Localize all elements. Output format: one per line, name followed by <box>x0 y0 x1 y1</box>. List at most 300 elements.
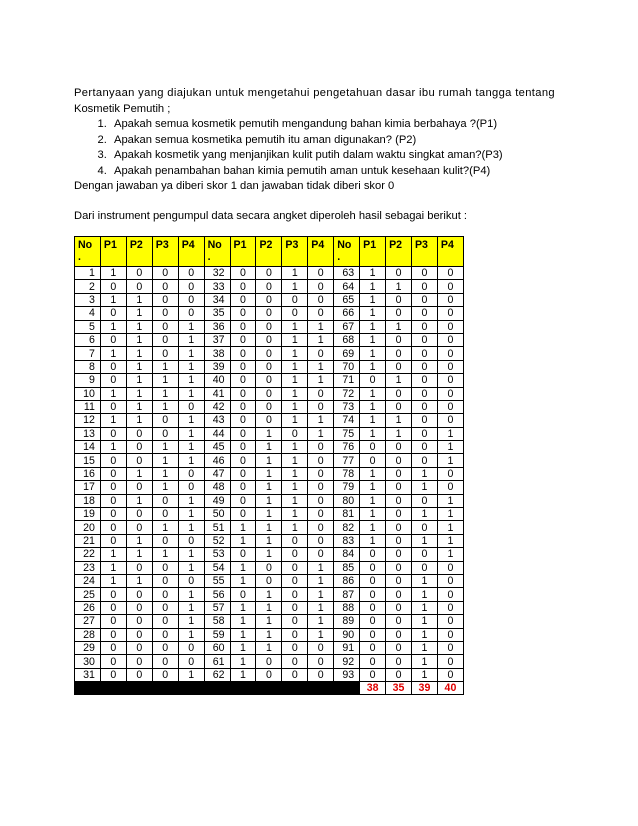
table-cell: 0 <box>308 441 334 454</box>
table-cell: 73 <box>334 400 360 413</box>
table-cell: 1 <box>360 333 386 346</box>
table-cell: 0 <box>126 521 152 534</box>
table-cell: 0 <box>411 400 437 413</box>
table-cell: 0 <box>152 588 178 601</box>
table-cell: 0 <box>256 668 282 681</box>
table-cell: 1 <box>386 280 412 293</box>
table-cell: 0 <box>411 548 437 561</box>
table-cell: 0 <box>178 655 204 668</box>
table-cell: 1 <box>126 374 152 387</box>
table-cell: 1 <box>178 588 204 601</box>
table-cell: 1 <box>437 441 463 454</box>
table-cell: 0 <box>360 641 386 654</box>
table-cell: 0 <box>230 293 256 306</box>
table-cell: 1 <box>360 521 386 534</box>
table-cell: 0 <box>256 374 282 387</box>
table-row <box>75 548 464 561</box>
table-cell: 10 <box>75 387 101 400</box>
table-cell: 0 <box>360 454 386 467</box>
table-header-cell: P4 <box>178 237 204 267</box>
table-cell: 0 <box>308 508 334 521</box>
table-cell: 1 <box>360 267 386 280</box>
table-cell: 0 <box>437 280 463 293</box>
table-cell: 0 <box>256 307 282 320</box>
table-cell: 0 <box>100 615 126 628</box>
table-cell: 1 <box>411 508 437 521</box>
table-row <box>75 508 464 521</box>
table-cell: 1 <box>126 307 152 320</box>
table-cell: 0 <box>437 601 463 614</box>
table-row <box>75 494 464 507</box>
table-cell: 0 <box>411 360 437 373</box>
table-cell: 90 <box>334 628 360 641</box>
table-row <box>75 641 464 654</box>
table-cell: 58 <box>204 615 230 628</box>
table-cell: 61 <box>204 655 230 668</box>
table-cell: 30 <box>75 655 101 668</box>
table-cell: 0 <box>256 293 282 306</box>
table-cell: 0 <box>126 427 152 440</box>
table-row <box>75 280 464 293</box>
table-cell: 74 <box>334 414 360 427</box>
table-cell: 49 <box>204 494 230 507</box>
table-cell: 1 <box>256 454 282 467</box>
intro-paragraph <box>74 86 564 117</box>
table-row <box>75 387 464 400</box>
table-cell: 1 <box>360 293 386 306</box>
table-cell: 1 <box>308 374 334 387</box>
table-row <box>75 628 464 641</box>
table-cell: 62 <box>204 668 230 681</box>
table-cell: 1 <box>100 441 126 454</box>
table-cell: 0 <box>152 534 178 547</box>
table-cell: 9 <box>75 374 101 387</box>
table-cell: 0 <box>100 307 126 320</box>
table-cell: 0 <box>230 320 256 333</box>
table-cell: 1 <box>178 427 204 440</box>
table-cell: 0 <box>308 481 334 494</box>
table-cell: 1 <box>152 400 178 413</box>
table-row <box>75 521 464 534</box>
table-row <box>75 561 464 574</box>
table-cell: 0 <box>126 561 152 574</box>
table-cell: 0 <box>230 307 256 320</box>
table-cell: 0 <box>230 387 256 400</box>
table-cell: 70 <box>334 360 360 373</box>
table-cell: 1 <box>282 267 308 280</box>
table-cell: 1 <box>282 280 308 293</box>
table-cell: 0 <box>411 561 437 574</box>
table-cell: 1 <box>360 508 386 521</box>
table-row <box>75 347 464 360</box>
table-cell: 1 <box>178 360 204 373</box>
table-cell: 0 <box>126 628 152 641</box>
table-cell: 1 <box>230 655 256 668</box>
table-cell: 0 <box>437 400 463 413</box>
table-cell: 0 <box>386 508 412 521</box>
table-cell: 1 <box>386 427 412 440</box>
table-cell: 0 <box>411 267 437 280</box>
table-cell: 0 <box>152 561 178 574</box>
table-cell: 4 <box>75 307 101 320</box>
table-cell: 1 <box>386 414 412 427</box>
table-cell: 45 <box>204 441 230 454</box>
table-row <box>75 267 464 280</box>
table-header-cell: P2 <box>386 237 412 267</box>
table-cell: 27 <box>75 615 101 628</box>
table-cell: 0 <box>308 534 334 547</box>
table-cell: 37 <box>204 333 230 346</box>
table-cell: 40 <box>204 374 230 387</box>
table-cell: 0 <box>152 320 178 333</box>
table-cell: 1 <box>152 548 178 561</box>
table-cell: 1 <box>308 601 334 614</box>
table-cell: 1 <box>360 534 386 547</box>
total-cell: 40 <box>437 682 463 695</box>
table-cell: 5 <box>75 320 101 333</box>
table-cell: 25 <box>75 588 101 601</box>
table-cell: 44 <box>204 427 230 440</box>
table-cell: 0 <box>386 441 412 454</box>
table-cell: 1 <box>178 320 204 333</box>
table-cell: 42 <box>204 400 230 413</box>
table-cell: 1 <box>282 400 308 413</box>
table-cell: 1 <box>411 481 437 494</box>
table-cell: 0 <box>230 400 256 413</box>
table-cell: 1 <box>360 387 386 400</box>
table-cell: 0 <box>100 360 126 373</box>
table-cell: 1 <box>360 427 386 440</box>
table-cell: 1 <box>308 320 334 333</box>
table-row <box>75 293 464 306</box>
table-cell: 1 <box>126 494 152 507</box>
table-cell: 1 <box>411 615 437 628</box>
table-cell: 1 <box>230 521 256 534</box>
table-cell: 1 <box>126 414 152 427</box>
table-cell: 0 <box>100 454 126 467</box>
table-cell: 0 <box>100 494 126 507</box>
table-cell: 0 <box>152 574 178 587</box>
table-cell: 63 <box>334 267 360 280</box>
table-cell: 0 <box>282 668 308 681</box>
table-cell: 21 <box>75 534 101 547</box>
table-cell: 1 <box>178 414 204 427</box>
table-cell: 0 <box>386 333 412 346</box>
table-cell: 0 <box>126 668 152 681</box>
table-cell: 0 <box>437 333 463 346</box>
table-cell: 88 <box>334 601 360 614</box>
table-cell: 53 <box>204 548 230 561</box>
table-cell: 0 <box>126 641 152 654</box>
table-header-cell: No . <box>334 237 360 267</box>
table-cell: 1 <box>126 400 152 413</box>
table-cell: 1 <box>256 508 282 521</box>
table-cell: 1 <box>100 320 126 333</box>
table-cell: 1 <box>230 534 256 547</box>
table-cell: 0 <box>178 307 204 320</box>
table-cell: 0 <box>360 548 386 561</box>
table-row <box>75 307 464 320</box>
table-cell: 1 <box>256 601 282 614</box>
table-cell: 0 <box>437 374 463 387</box>
table-cell: 0 <box>386 628 412 641</box>
table-cell: 0 <box>256 267 282 280</box>
table-cell: 0 <box>386 481 412 494</box>
table-row <box>75 400 464 413</box>
table-cell: 1 <box>360 307 386 320</box>
table-cell: 1 <box>100 387 126 400</box>
table-lead-text: Dari instrument pengumpul data secara angket diperoleh hasil sebagai berikut : <box>74 209 468 222</box>
table-cell: 0 <box>308 668 334 681</box>
table-cell: 0 <box>308 521 334 534</box>
score-table <box>74 236 464 695</box>
table-cell: 1 <box>152 360 178 373</box>
table-cell: 1 <box>100 574 126 587</box>
table-cell: 1 <box>178 441 204 454</box>
table-cell: 29 <box>75 641 101 654</box>
table-cell: 0 <box>282 641 308 654</box>
table-cell: 0 <box>411 347 437 360</box>
table-cell: 67 <box>334 320 360 333</box>
table-cell: 1 <box>282 521 308 534</box>
table-cell: 0 <box>152 615 178 628</box>
table-cell: 0 <box>386 534 412 547</box>
table-cell: 26 <box>75 601 101 614</box>
table-cell: 0 <box>411 441 437 454</box>
table-row <box>75 454 464 467</box>
table-cell: 0 <box>152 333 178 346</box>
table-cell: 0 <box>386 307 412 320</box>
table-cell: 1 <box>308 628 334 641</box>
table-cell: 0 <box>411 494 437 507</box>
table-cell: 72 <box>334 387 360 400</box>
table-cell: 0 <box>386 400 412 413</box>
table-cell: 1 <box>282 467 308 480</box>
table-cell: 0 <box>230 360 256 373</box>
table-cell: 0 <box>437 628 463 641</box>
table-row <box>75 467 464 480</box>
table-cell: 93 <box>334 668 360 681</box>
table-cell: 0 <box>386 574 412 587</box>
table-cell: 0 <box>282 307 308 320</box>
table-cell: 1 <box>437 534 463 547</box>
total-cell: 35 <box>386 682 412 695</box>
table-cell: 81 <box>334 508 360 521</box>
table-cell: 0 <box>360 374 386 387</box>
table-cell: 0 <box>437 668 463 681</box>
table-cell: 0 <box>178 534 204 547</box>
table-cell: 1 <box>256 641 282 654</box>
table-cell: 19 <box>75 508 101 521</box>
table-cell: 1 <box>230 601 256 614</box>
table-cell: 0 <box>360 441 386 454</box>
table-cell: 1 <box>100 293 126 306</box>
table-row <box>75 574 464 587</box>
table-cell: 1 <box>308 427 334 440</box>
table-cell: 0 <box>256 280 282 293</box>
table-cell: 41 <box>204 387 230 400</box>
table-cell: 0 <box>308 293 334 306</box>
table-cell: 1 <box>178 601 204 614</box>
table-cell: 1 <box>126 347 152 360</box>
table-cell: 43 <box>204 414 230 427</box>
table-cell: 0 <box>178 267 204 280</box>
table-cell: 1 <box>256 494 282 507</box>
table-cell: 0 <box>178 293 204 306</box>
table-cell: 1 <box>411 534 437 547</box>
blank-total-cell <box>256 682 282 695</box>
table-cell: 0 <box>256 333 282 346</box>
table-cell: 0 <box>386 548 412 561</box>
table-cell: 1 <box>178 668 204 681</box>
table-cell: 18 <box>75 494 101 507</box>
table-cell: 0 <box>282 427 308 440</box>
table-cell: 86 <box>334 574 360 587</box>
table-cell: 0 <box>360 655 386 668</box>
table-cell: 15 <box>75 454 101 467</box>
table-cell: 48 <box>204 481 230 494</box>
table-cell: 0 <box>100 534 126 547</box>
table-cell: 0 <box>308 400 334 413</box>
table-cell: 65 <box>334 293 360 306</box>
table-cell: 0 <box>437 347 463 360</box>
table-cell: 0 <box>282 601 308 614</box>
table-cell: 1 <box>126 320 152 333</box>
table-cell: 0 <box>411 454 437 467</box>
table-cell: 82 <box>334 521 360 534</box>
table-cell: 1 <box>152 481 178 494</box>
table-cell: 0 <box>152 267 178 280</box>
table-cell: 0 <box>282 628 308 641</box>
table-cell: 1 <box>256 548 282 561</box>
table-cell: 1 <box>126 333 152 346</box>
table-cell: 1 <box>308 574 334 587</box>
table-cell: 31 <box>75 668 101 681</box>
table-cell: 0 <box>282 548 308 561</box>
table-cell: 87 <box>334 588 360 601</box>
table-cell: 0 <box>437 615 463 628</box>
table-header-cell: No . <box>75 237 101 267</box>
table-cell: 20 <box>75 521 101 534</box>
table-cell: 1 <box>230 574 256 587</box>
table-cell: 1 <box>308 588 334 601</box>
table-cell: 0 <box>411 427 437 440</box>
table-row <box>75 414 464 427</box>
table-cell: 1 <box>282 374 308 387</box>
table-row <box>75 615 464 628</box>
table-cell: 0 <box>152 293 178 306</box>
table-cell: 0 <box>386 561 412 574</box>
table-cell: 0 <box>178 574 204 587</box>
table-cell: 1 <box>256 441 282 454</box>
table-cell: 0 <box>360 574 386 587</box>
table-cell: 1 <box>282 320 308 333</box>
table-cell: 1 <box>282 414 308 427</box>
table-cell: 28 <box>75 628 101 641</box>
table-cell: 0 <box>100 280 126 293</box>
table-cell: 0 <box>437 467 463 480</box>
table-cell: 0 <box>230 494 256 507</box>
table-cell: 0 <box>411 320 437 333</box>
table-cell: 0 <box>308 454 334 467</box>
table-cell: 1 <box>411 467 437 480</box>
table-body <box>75 267 464 695</box>
table-header-cell: P4 <box>308 237 334 267</box>
table-cell: 34 <box>204 293 230 306</box>
table-cell: 0 <box>308 280 334 293</box>
table-cell: 1 <box>411 588 437 601</box>
blank-total-cell <box>308 682 334 695</box>
table-cell: 0 <box>411 521 437 534</box>
table-cell: 1 <box>437 454 463 467</box>
table-cell: 1 <box>308 615 334 628</box>
table-header-cell: P2 <box>126 237 152 267</box>
table-cell: 1 <box>152 374 178 387</box>
blank-total-cell <box>178 682 204 695</box>
table-cell: 0 <box>230 481 256 494</box>
table-cell: 0 <box>386 615 412 628</box>
table-cell: 0 <box>256 655 282 668</box>
table-cell: 0 <box>308 347 334 360</box>
table-cell: 0 <box>126 267 152 280</box>
table-cell: 0 <box>411 374 437 387</box>
table-cell: 0 <box>308 267 334 280</box>
table-cell: 1 <box>126 360 152 373</box>
table-cell: 1 <box>411 641 437 654</box>
table-cell: 0 <box>230 548 256 561</box>
table-cell: 2 <box>75 280 101 293</box>
table-cell: 0 <box>437 293 463 306</box>
table-cell: 0 <box>437 561 463 574</box>
table-cell: 0 <box>386 267 412 280</box>
table-cell: 0 <box>437 360 463 373</box>
table-cell: 1 <box>126 534 152 547</box>
table-cell: 1 <box>282 360 308 373</box>
table-cell: 22 <box>75 548 101 561</box>
table-cell: 1 <box>100 267 126 280</box>
table-cell: 0 <box>230 427 256 440</box>
scoring-note: Dengan jawaban ya diberi skor 1 dan jawaban tidak diberi skor 0 <box>74 180 395 192</box>
table-row <box>75 534 464 547</box>
table-header-row <box>75 237 464 267</box>
intro-line-1: Pertanyaan yang diajukan untuk mengetahui pengetahuan dasar ibu rumah tangga tentang <box>74 87 555 99</box>
table-cell: 1 <box>282 481 308 494</box>
table-cell: 76 <box>334 441 360 454</box>
table-cell: 1 <box>178 508 204 521</box>
table-cell: 1 <box>178 347 204 360</box>
table-cell: 79 <box>334 481 360 494</box>
blank-total-cell <box>282 682 308 695</box>
table-cell: 0 <box>126 601 152 614</box>
table-cell: 1 <box>126 387 152 400</box>
table-cell: 1 <box>411 668 437 681</box>
table-cell: 0 <box>282 615 308 628</box>
table-cell: 0 <box>256 561 282 574</box>
table-cell: 0 <box>100 508 126 521</box>
table-cell: 36 <box>204 320 230 333</box>
table-cell: 0 <box>386 641 412 654</box>
table-cell: 13 <box>75 427 101 440</box>
table-cell: 0 <box>437 414 463 427</box>
table-cell: 0 <box>152 307 178 320</box>
table-cell: 0 <box>256 387 282 400</box>
table-cell: 0 <box>282 574 308 587</box>
table-cell: 1 <box>308 561 334 574</box>
table-row <box>75 668 464 681</box>
table-cell: 0 <box>360 628 386 641</box>
table-cell: 1 <box>360 320 386 333</box>
table-cell: 1 <box>411 655 437 668</box>
